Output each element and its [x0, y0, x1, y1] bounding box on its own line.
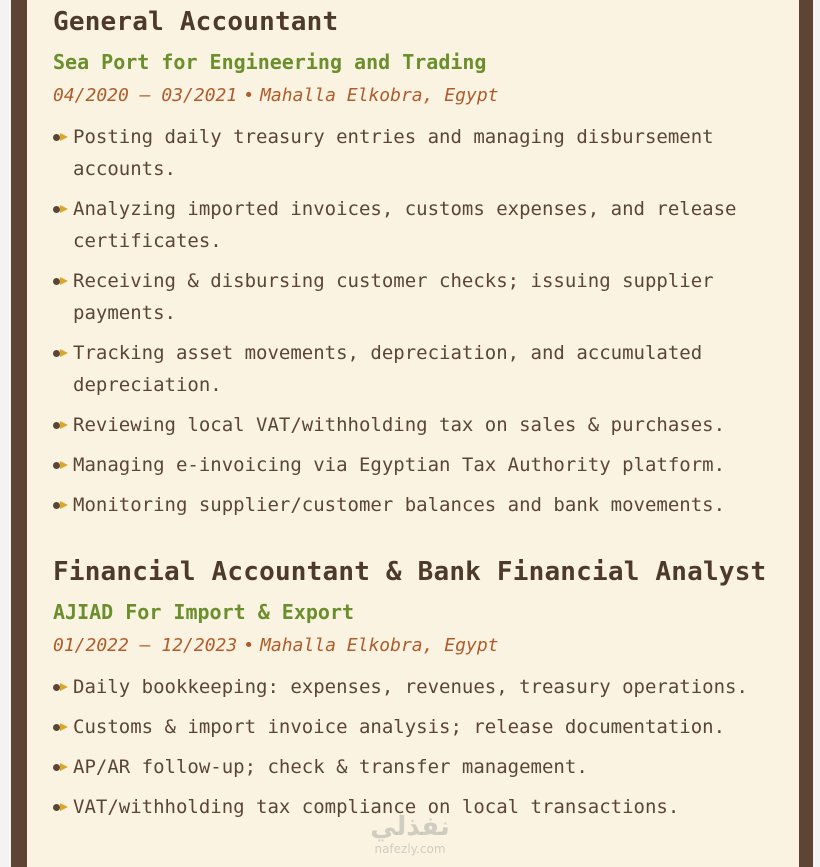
duty-item — [53, 409, 793, 441]
duty-item — [53, 711, 793, 743]
job-meta — [53, 80, 793, 111]
duties-list — [53, 671, 793, 823]
duty-text: Daily bookkeeping: expenses, revenues, treasury operations. — [73, 676, 748, 698]
duty-item — [53, 193, 793, 257]
duty-text: Receiving & disbursing customer checks; issuing supplier payments. — [73, 270, 714, 324]
job-title: General Accountant — [53, 7, 339, 37]
duty-item — [53, 751, 793, 783]
duty-text: VAT/withholding tax compliance on local transactions. — [73, 796, 680, 818]
company-name: AJIAD For Import & Export — [53, 600, 355, 624]
experience-entry-1 — [53, 0, 793, 529]
watermark-logo-text: نفذلي — [370, 812, 450, 842]
resume-paper — [27, 0, 799, 867]
bullet-arrow-icon — [53, 337, 73, 369]
bullet-arrow-icon — [53, 489, 73, 521]
duty-item — [53, 791, 793, 823]
watermark-url: nafezly.com — [374, 842, 446, 856]
company-name: Sea Port for Engineering and Trading — [53, 50, 487, 74]
bullet-arrow-icon — [53, 265, 73, 297]
duty-text: Posting daily treasury entries and managing disbursement accounts. — [73, 126, 714, 180]
job-title: Financial Accountant & Bank Financial Analyst — [53, 557, 767, 587]
bullet-arrow-icon — [53, 193, 73, 225]
job-meta — [53, 630, 793, 661]
bullet-arrow-icon — [53, 121, 73, 153]
duty-item — [53, 265, 793, 329]
meta-separator: • — [243, 635, 255, 656]
duties-list — [53, 121, 793, 521]
duty-text: Customs & import invoice analysis; release documentation. — [73, 716, 726, 738]
job-location: Mahalla Elkobra, Egypt — [260, 85, 499, 106]
duty-text: Managing e-invoicing via Egyptian Tax Authority platform. — [73, 454, 726, 476]
job-dates: 04/2020 – 03/2021 — [53, 85, 238, 106]
job-location: Mahalla Elkobra, Egypt — [260, 635, 499, 656]
duty-text: Monitoring supplier/customer balances and bank movements. — [73, 494, 726, 516]
bullet-arrow-icon — [53, 711, 73, 743]
duty-item — [53, 671, 793, 703]
duty-text: AP/AR follow-up; check & transfer management. — [73, 756, 588, 778]
duty-text: Reviewing local VAT/withholding tax on sales & purchases. — [73, 414, 726, 436]
duty-item — [53, 449, 793, 481]
duty-item — [53, 121, 793, 185]
bullet-arrow-icon — [53, 671, 73, 703]
duty-item — [53, 337, 793, 401]
job-dates: 01/2022 – 12/2023 — [53, 635, 238, 656]
experience-entry-2 — [53, 550, 793, 831]
duty-item — [53, 489, 793, 521]
duty-text: Analyzing imported invoices, customs expenses, and release certificates. — [73, 198, 737, 252]
bullet-arrow-icon — [53, 449, 73, 481]
duty-text: Tracking asset movements, depreciation, and accumulated depreciation. — [73, 342, 703, 396]
bullet-arrow-icon — [53, 751, 73, 783]
bullet-arrow-icon — [53, 409, 73, 441]
bullet-arrow-icon — [53, 791, 73, 823]
meta-separator: • — [243, 85, 255, 106]
